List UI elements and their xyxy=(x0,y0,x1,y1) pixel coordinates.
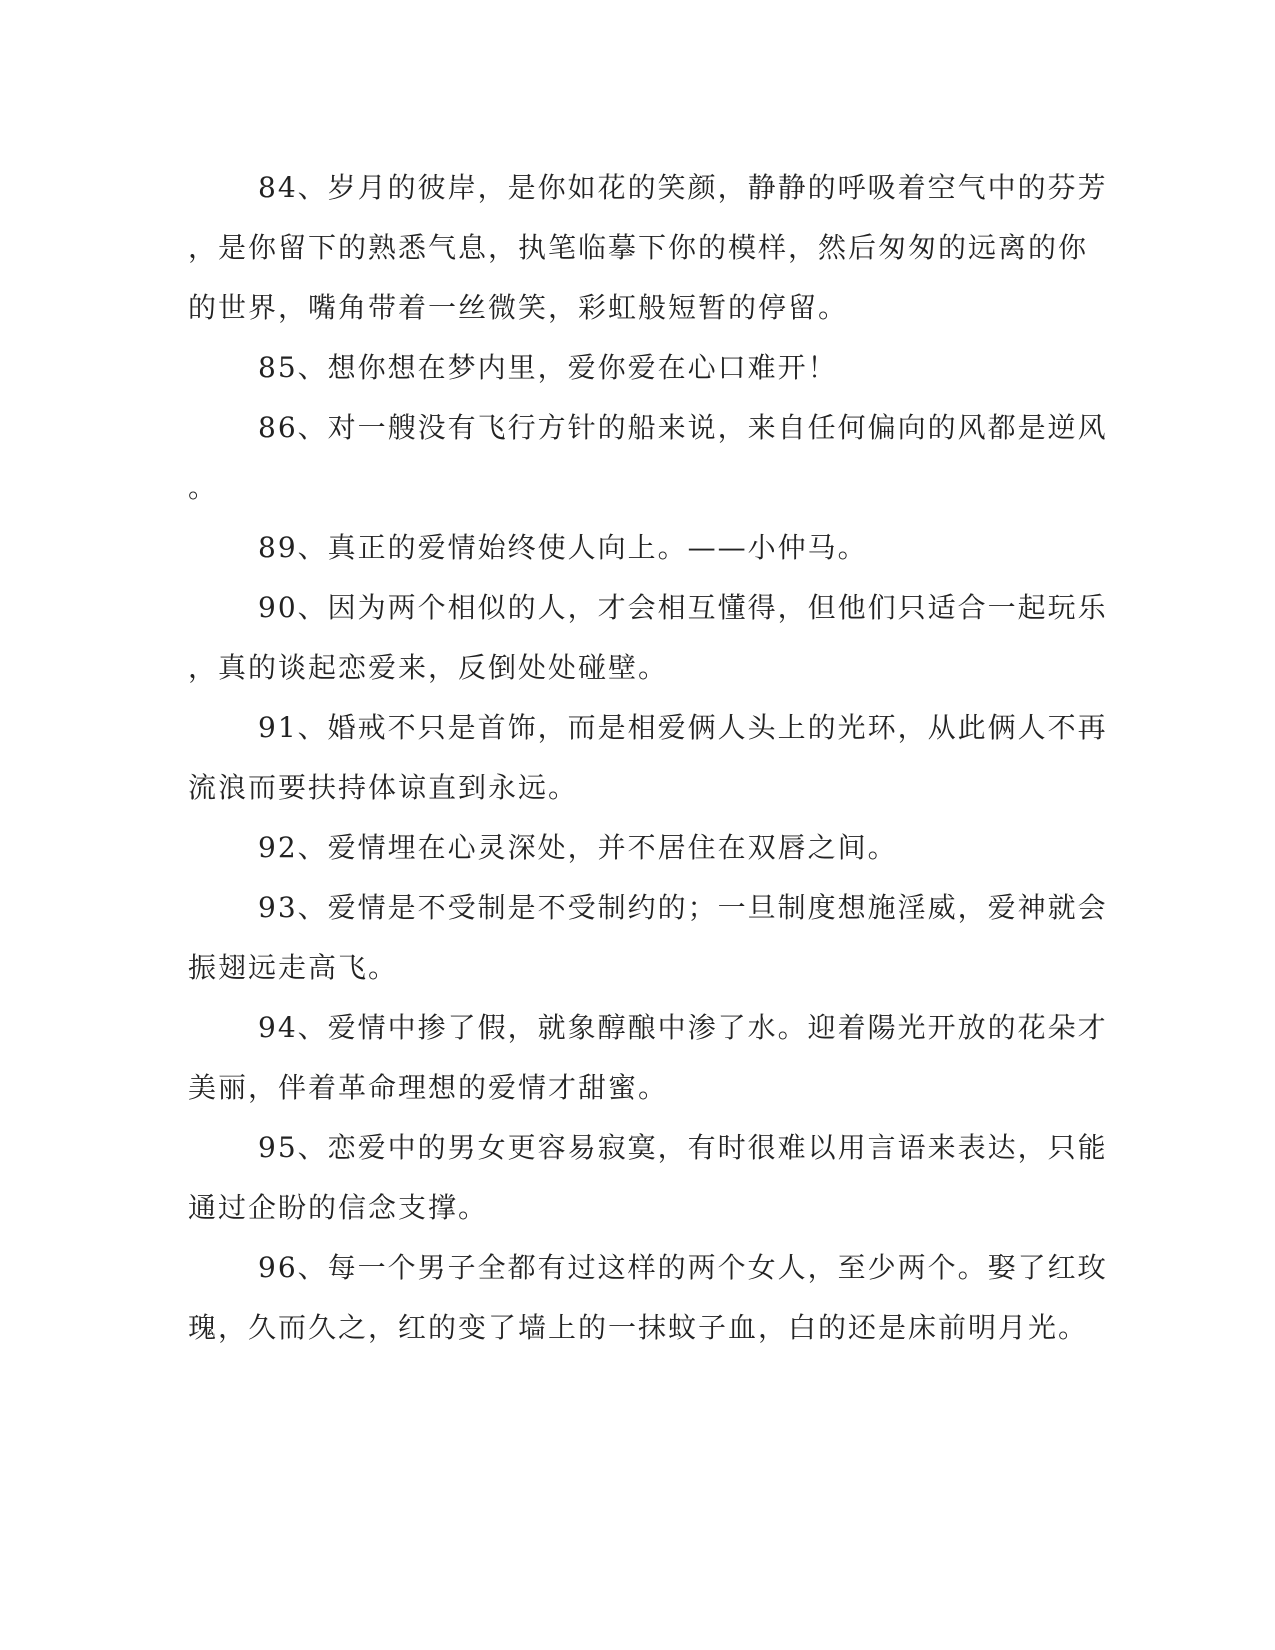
text-line: 90、因为两个相似的人，才会相互懂得，但他们只适合一起玩乐 xyxy=(258,591,1108,624)
text-line: ，真的谈起恋爱来，反倒处处碰壁。 xyxy=(188,651,669,684)
text-line: 94、爱情中掺了假，就象醇酿中渗了水。迎着陽光开放的花朵才 xyxy=(258,1011,1108,1044)
document-body xyxy=(188,158,1108,1358)
text-line: 振翅远走高飞。 xyxy=(188,951,399,984)
text-line: 86、对一艘没有飞行方针的船来说，来自任何偏向的风都是逆风 xyxy=(258,411,1108,444)
text-line: 85、想你想在梦内里，爱你爱在心口难开！ xyxy=(258,351,838,384)
text-line: 流浪而要扶持体谅直到永远。 xyxy=(188,771,579,804)
text-line: 89、真正的爱情始终使人向上。——小仲马。 xyxy=(258,531,868,564)
text-line: 通过企盼的信念支撑。 xyxy=(188,1191,489,1224)
text-line: 瑰，久而久之，红的变了墙上的一抹蚊子血，白的还是床前明月光。 xyxy=(188,1311,1089,1344)
text-line: 95、恋爱中的男女更容易寂寞，有时很难以用言语来表达，只能 xyxy=(258,1131,1108,1164)
text-line: 96、每一个男子全都有过这样的两个女人，至少两个。娶了红玫 xyxy=(258,1251,1108,1284)
text-line: 。 xyxy=(188,471,219,504)
text-line: 美丽，伴着革命理想的爱情才甜蜜。 xyxy=(188,1071,669,1104)
text-line: 的世界，嘴角带着一丝微笑，彩虹般短暂的停留。 xyxy=(188,291,849,324)
text-line: 92、爱情埋在心灵深处，并不居住在双唇之间。 xyxy=(258,831,898,864)
text-line: 91、婚戒不只是首饰，而是相爱俩人头上的光环，从此俩人不再 xyxy=(258,711,1108,744)
text-line: 84、岁月的彼岸，是你如花的笑颜，静静的呼吸着空气中的芬芳 xyxy=(258,171,1108,204)
text-line: 93、爱情是不受制是不受制约的；一旦制度想施淫威，爱神就会 xyxy=(258,891,1108,924)
text-line: ，是你留下的熟悉气息，执笔临摹下你的模样，然后匆匆的远离的你 xyxy=(188,231,1089,264)
